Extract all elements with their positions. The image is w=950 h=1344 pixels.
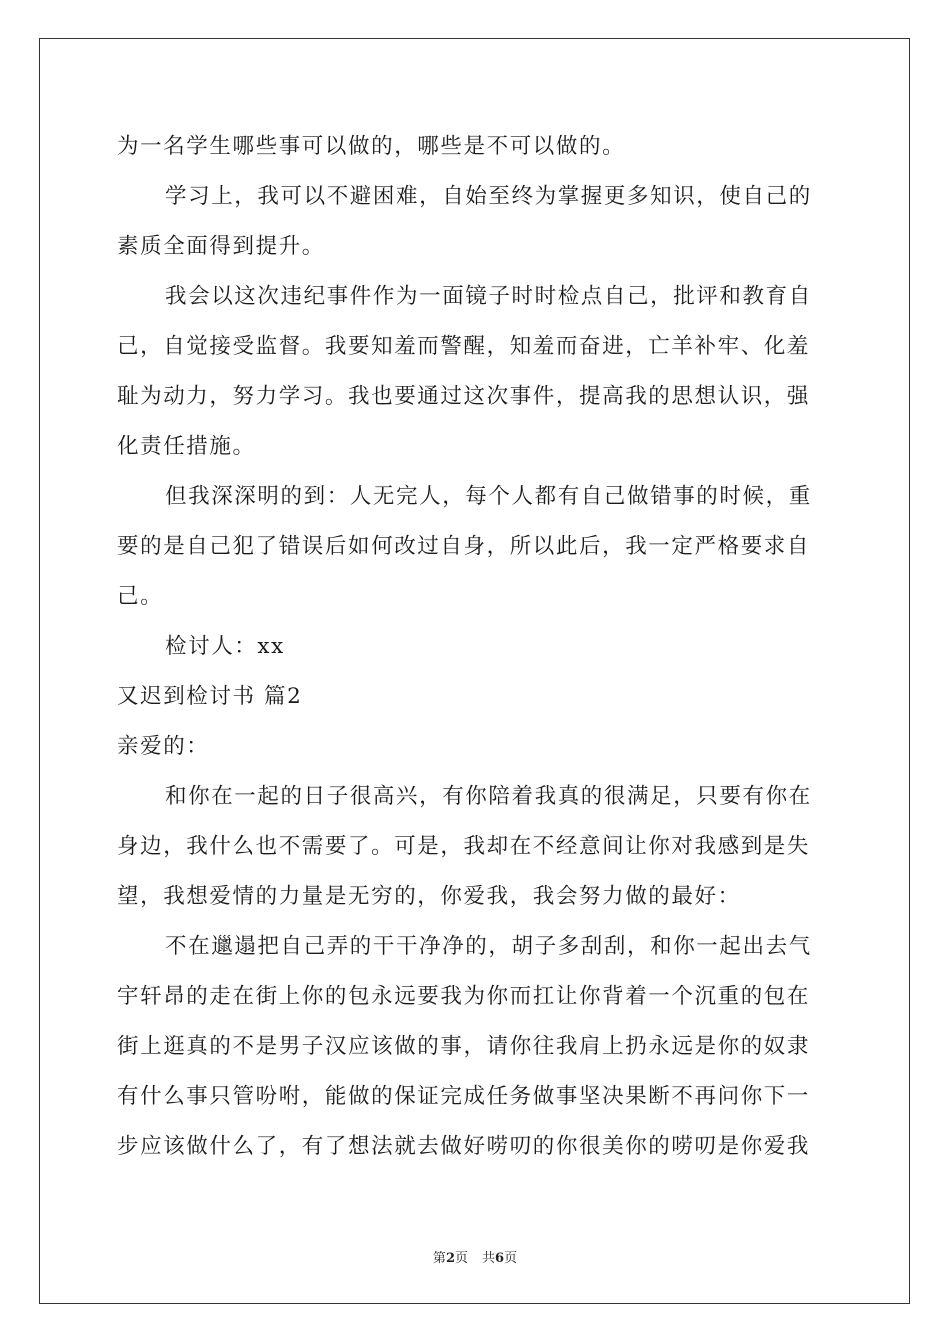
page-prefix: 第	[432, 1251, 446, 1266]
text-line: 但我深深明的到：人无完人，每个人都有自己做错事的时候，重	[165, 484, 812, 509]
text-line: 己，自觉接受监督。我要知羞而警醒，知羞而奋进，亡羊补牢、化羞	[117, 334, 811, 359]
text-line: 和你在一起的日子很高兴，有你陪着我真的很满足，只要有你在	[165, 784, 812, 809]
text-line: 耻为动力，努力学习。我也要通过这次事件，提高我的思想认识，强	[117, 384, 811, 409]
text-line: 不在邋遢把自己弄的干干净净的，胡子多刮刮，和你一起出去气	[165, 934, 812, 959]
salutation: 亲爱的：	[117, 734, 210, 759]
page-suffix: 页	[454, 1251, 468, 1266]
page-number: 2	[445, 1251, 455, 1266]
text-line: 己。	[117, 584, 164, 609]
total-pages: 6	[495, 1251, 505, 1266]
total-prefix: 共	[482, 1251, 496, 1266]
text-line: 望，我想爱情的力量是无穷的，你爱我，我会努力做的最好：	[117, 884, 741, 909]
text-line: 学习上，我可以不避困难，自始至终为掌握更多知识，使自己的	[165, 184, 812, 209]
text-line: 身边，我什么也不需要了。可是，我却在不经意间让你对我感到是失	[117, 834, 811, 859]
document-body	[117, 122, 835, 1172]
text-line: 街上逛真的不是男子汉应该做的事，请你往我肩上扔永远是你的奴隶	[117, 1034, 811, 1059]
section-heading: 又迟到检讨书 篇2	[117, 684, 303, 709]
text-line: 要的是自己犯了错误后如何改过自身，所以此后，我一定严格要求自	[117, 534, 811, 559]
text-line: 素质全面得到提升。	[117, 234, 325, 259]
signature-line: 检讨人：xx	[165, 634, 285, 659]
text-line: 化责任措施。	[117, 434, 256, 459]
text-line: 步应该做什么了，有了想法就去做好唠叨的你很美你的唠叨是你爱我	[117, 1134, 811, 1159]
text-line: 宇轩昂的走在街上你的包永远要我为你而扛让你背着一个沉重的包在	[117, 984, 811, 1009]
page-footer	[0, 1247, 950, 1266]
text-line: 为一名学生哪些事可以做的，哪些是不可以做的。	[117, 134, 626, 159]
total-suffix: 页	[504, 1251, 518, 1266]
text-line: 我会以这次违纪事件作为一面镜子时时检点自己，批评和教育自	[165, 284, 812, 309]
text-line: 有什么事只管吩咐，能做的保证完成任务做事坚决果断不再问你下一	[117, 1084, 811, 1109]
